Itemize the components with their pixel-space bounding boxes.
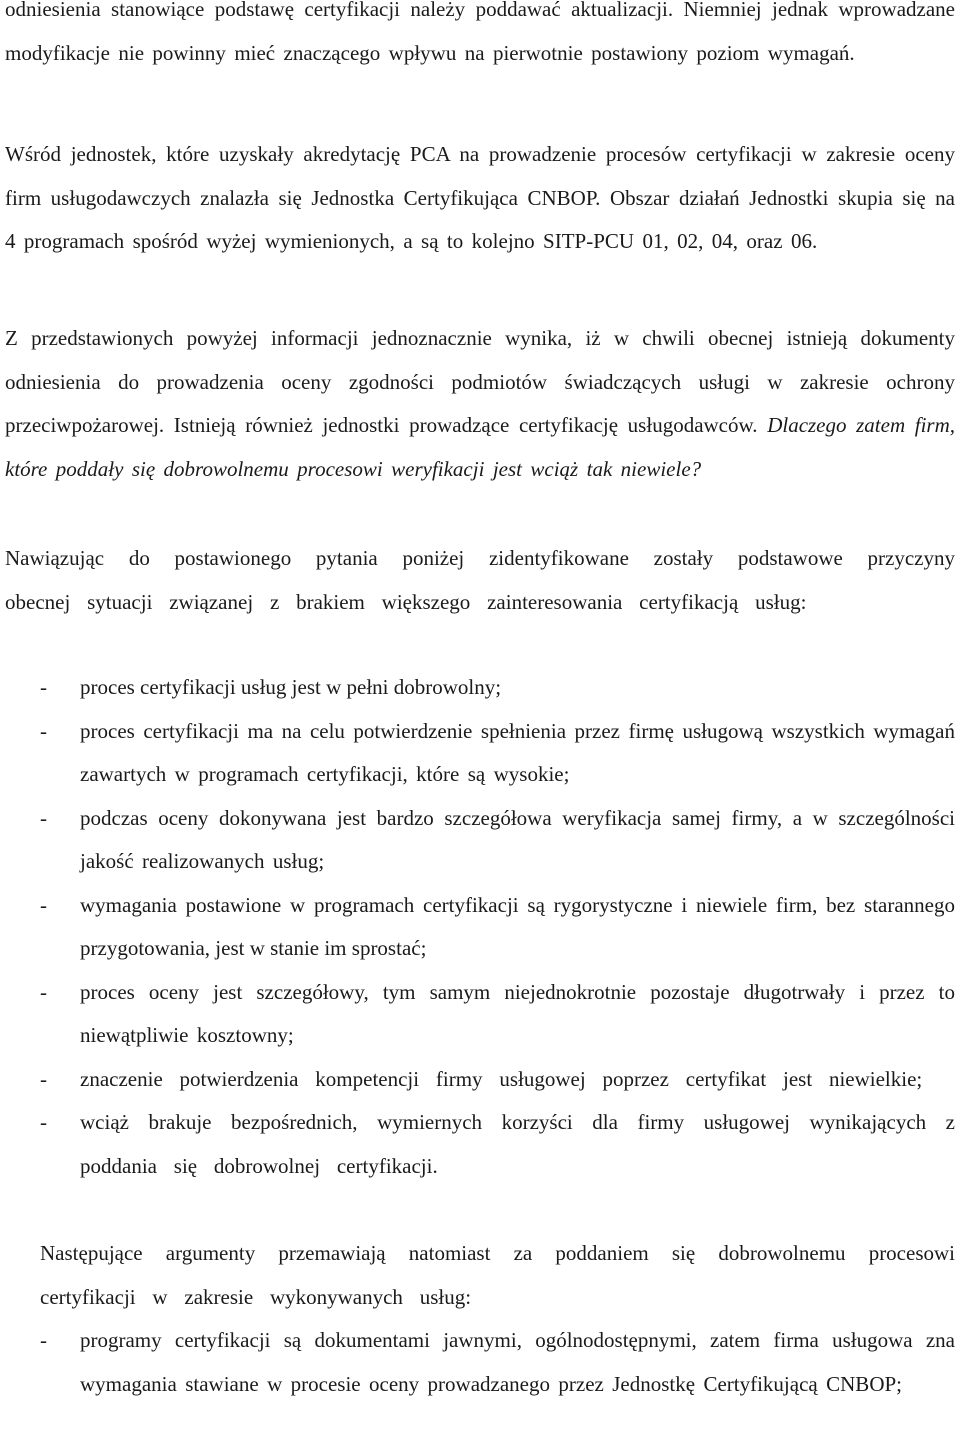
list-marker: - (40, 718, 47, 743)
list-item-text: programy certyfikacji są dokumentami jawnymi, ogólnodostępnymi, zatem firma usługowa zna wymagania stawiane w procesie oceny prowadzanego przez Jednostkę Certyfikującą CNBOP; (80, 1328, 955, 1396)
list-item-text: proces certyfikacji usług jest w pełni dobrowolny; (80, 675, 502, 699)
list-item-text: proces oceny jest szczegółowy, tym samym niejednokrotnie pozostaje długotrwały i przez to niewątpliwie kosztowny; (80, 979, 955, 1047)
list-item-text: wciąż brakuje bezpośrednich, wymiernych korzyści dla firmy usługowej wynikających z poddania się dobrowolnej certyfikacji. (80, 1110, 955, 1178)
list-marker: - (40, 805, 47, 830)
paragraph-intro: odniesienia stanowiące podstawę certyfikacji należy poddawać aktualizacji. Niemniej jednak wprowadzane modyfikacje nie powinny mieć znaczącego wpływu na pierwotnie postawiony poziom wymagań. (5, 0, 955, 65)
list-marker: - (40, 892, 47, 917)
list-item (0, 666, 960, 710)
list-item (0, 1058, 960, 1102)
list-item-text: podczas oceny dokonywana jest bardzo szczegółowa weryfikacja samej firmy, a w szczególności jakość realizowanych usług; (80, 805, 955, 873)
list-item-text: wymagania postawione w programach certyfikacji są rygorystyczne i niewiele firm, bez starannego przygotowania, jest w stanie im sprostać; (80, 892, 955, 960)
list-item (0, 710, 960, 797)
list-marker: - (40, 1328, 47, 1352)
arguments-list (0, 1319, 960, 1406)
paragraph-arguments-intro: Następujące argumenty przemawiają natomiast za poddaniem się dobrowolnemu procesowi certyfikacji w zakresie wykonywanych usług: (40, 1241, 955, 1309)
paragraph-accreditation: Wśród jednostek, które uzyskały akredytację PCA na prowadzenie procesów certyfikacji w zakresie oceny firm usługodawczych znalazła się Jednostka Certyfikująca CNBOP. Obszar działań Jednostki skupia się na 4 programach spośród wyżej wymienionych, a są to kolejno SITP-PCU 01, 02, 04, oraz 06. (5, 142, 955, 253)
list-item-text: proces certyfikacji ma na celu potwierdzenie spełnienia przez firmę usługową wszystkich wymagań zawartych w programach certyfikacji, które są wysokie; (80, 718, 955, 786)
list-item (0, 884, 960, 971)
paragraph-documents-text: Z przedstawionych powyżej informacji jednoznacznie wynika, iż w chwili obecnej istnieją dokumenty odniesienia do prowadzenia oceny zgodności podmiotów świadczących usługi w zakresie ochrony przeciwpożarowej. Istnieją również jednostki prowadzące certyfikację usługodawców. (5, 326, 955, 437)
reasons-list (0, 666, 960, 1188)
list-item (0, 1101, 960, 1188)
list-item (0, 1319, 960, 1406)
list-item-text: znaczenie potwierdzenia kompetencji firmy usługowej poprzez certyfikat jest niewielkie; (80, 1066, 923, 1091)
list-marker: - (40, 675, 47, 699)
paragraph-documents-question: Dlaczego zatem firm, które poddały się dobrowolnemu procesowi weryfikacji jest wciąż tak niewiele? (5, 413, 955, 481)
list-marker: - (40, 1066, 47, 1091)
list-marker: - (40, 979, 47, 1004)
list-marker: - (40, 1110, 47, 1134)
paragraph-documents (5, 317, 955, 491)
list-item (0, 797, 960, 884)
list-item (0, 971, 960, 1058)
paragraph-reasons-intro: Nawiązując do postawionego pytania poniżej zidentyfikowane zostały podstawowe przyczyny obecnej sytuacji związanej z brakiem większego zainteresowania certyfikacją usług: (5, 546, 955, 614)
